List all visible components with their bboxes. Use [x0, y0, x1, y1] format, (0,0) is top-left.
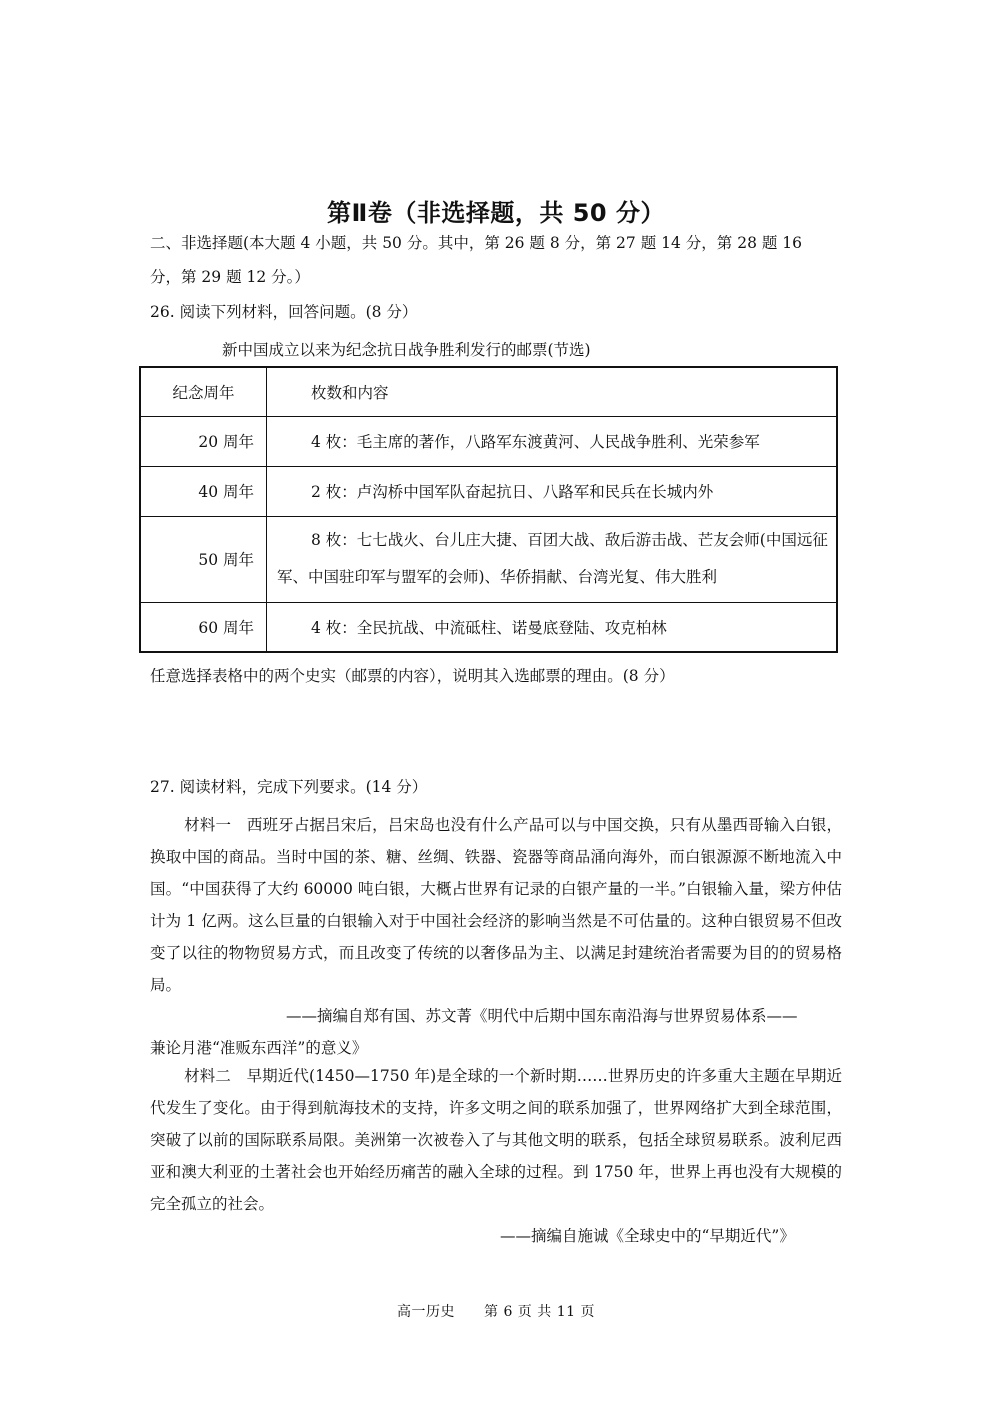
row-content: 8 枚：七七战火、台儿庄大捷、百团大战、敌后游击战、芒友会师(中国远征军、中国驻印军与盟军的会师)、华侨捐献、台湾光复、伟大胜利 — [267, 516, 838, 602]
table-caption: 新中国成立以来为纪念抗日战争胜利发行的邮票(节选) — [222, 341, 591, 359]
source-one-line2: 兼论月港“准贩东西洋”的意义》 — [150, 1039, 368, 1057]
page-footer: 高一历史 第 6 页 共 11 页 — [397, 1304, 595, 1320]
table-row — [140, 602, 837, 652]
q26-prompt: 26. 阅读下列材料，回答问题。(8 分） — [150, 303, 418, 321]
table-row — [140, 466, 837, 516]
row-year: 20 周年 — [140, 416, 267, 466]
source-two: ——摘编自施诚《全球史中的“早期近代”》 — [500, 1227, 795, 1245]
section-title: 第Ⅱ卷（非选择题，共 50 分） — [327, 199, 665, 227]
section-intro-line1: 二、非选择题(本大题 4 小题，共 50 分。其中，第 26 题 8 分，第 27 题 14 分，第 28 题 16 — [150, 234, 803, 252]
row-content: 4 枚：毛主席的著作，八路军东渡黄河、人民战争胜利、光荣参军 — [267, 416, 838, 466]
table-row — [140, 416, 837, 466]
material-two-text: 材料二 早期近代(1450—1750 年)是全球的一个新时期……世界历史的许多重大主题在早期近代发生了变化。由于得到航海技术的支持，许多文明之间的联系加强了，世界网络扩大到全球范围，突破了以前的国际联系局限。美洲第一次被卷入了与其他文明的联系，包括全球贸易联系。波利尼西亚和澳大利亚的土著社会也开始经历痛苦的融入全球的过程。到 1750 年，世界上再也没有大规模的完全孤立的社会。 — [150, 1067, 842, 1213]
material-one — [150, 809, 842, 1001]
header-year: 纪念周年 — [140, 367, 267, 416]
header-content: 枚数和内容 — [267, 367, 838, 416]
row-content: 4 枚：全民抗战、中流砥柱、诺曼底登陆、攻克柏林 — [267, 602, 838, 652]
stamps-table — [139, 366, 838, 653]
q26-task: 任意选择表格中的两个史实（邮票的内容），说明其入选邮票的理由。(8 分） — [150, 667, 675, 685]
row-year: 50 周年 — [140, 516, 267, 602]
row-content: 2 枚：卢沟桥中国军队奋起抗日、八路军和民兵在长城内外 — [267, 466, 838, 516]
material-one-text: 材料一 西班牙占据吕宋后，吕宋岛也没有什么产品可以与中国交换，只有从墨西哥输入白银，换取中国的商品。当时中国的茶、糖、丝绸、铁器、瓷器等商品涌向海外，而白银源源不断地流入中国。“中国获得了大约 60000 吨白银，大概占世界有记录的白银产量的一半。”白银输入量，梁方仲估计为 1 亿两。这么巨量的白银输入对于中国社会经济的影响当然是不可估量的。这种白银贸易不但改变了以往的物物贸易方式，而且改变了传统的以奢侈品为主、以满足封建统治者需要为目的的贸易格局。 — [150, 816, 842, 994]
q27-prompt: 27. 阅读材料，完成下列要求。(14 分） — [150, 778, 428, 796]
row-year: 40 周年 — [140, 466, 267, 516]
material-two — [150, 1060, 842, 1220]
table-header-row — [140, 367, 837, 416]
row-year: 60 周年 — [140, 602, 267, 652]
table-row — [140, 516, 837, 602]
section-intro-line2: 分，第 29 题 12 分。） — [150, 268, 310, 286]
source-one-line1: ——摘编自郑有国、苏文菁《明代中后期中国东南沿海与世界贸易体系—— — [286, 1007, 798, 1025]
